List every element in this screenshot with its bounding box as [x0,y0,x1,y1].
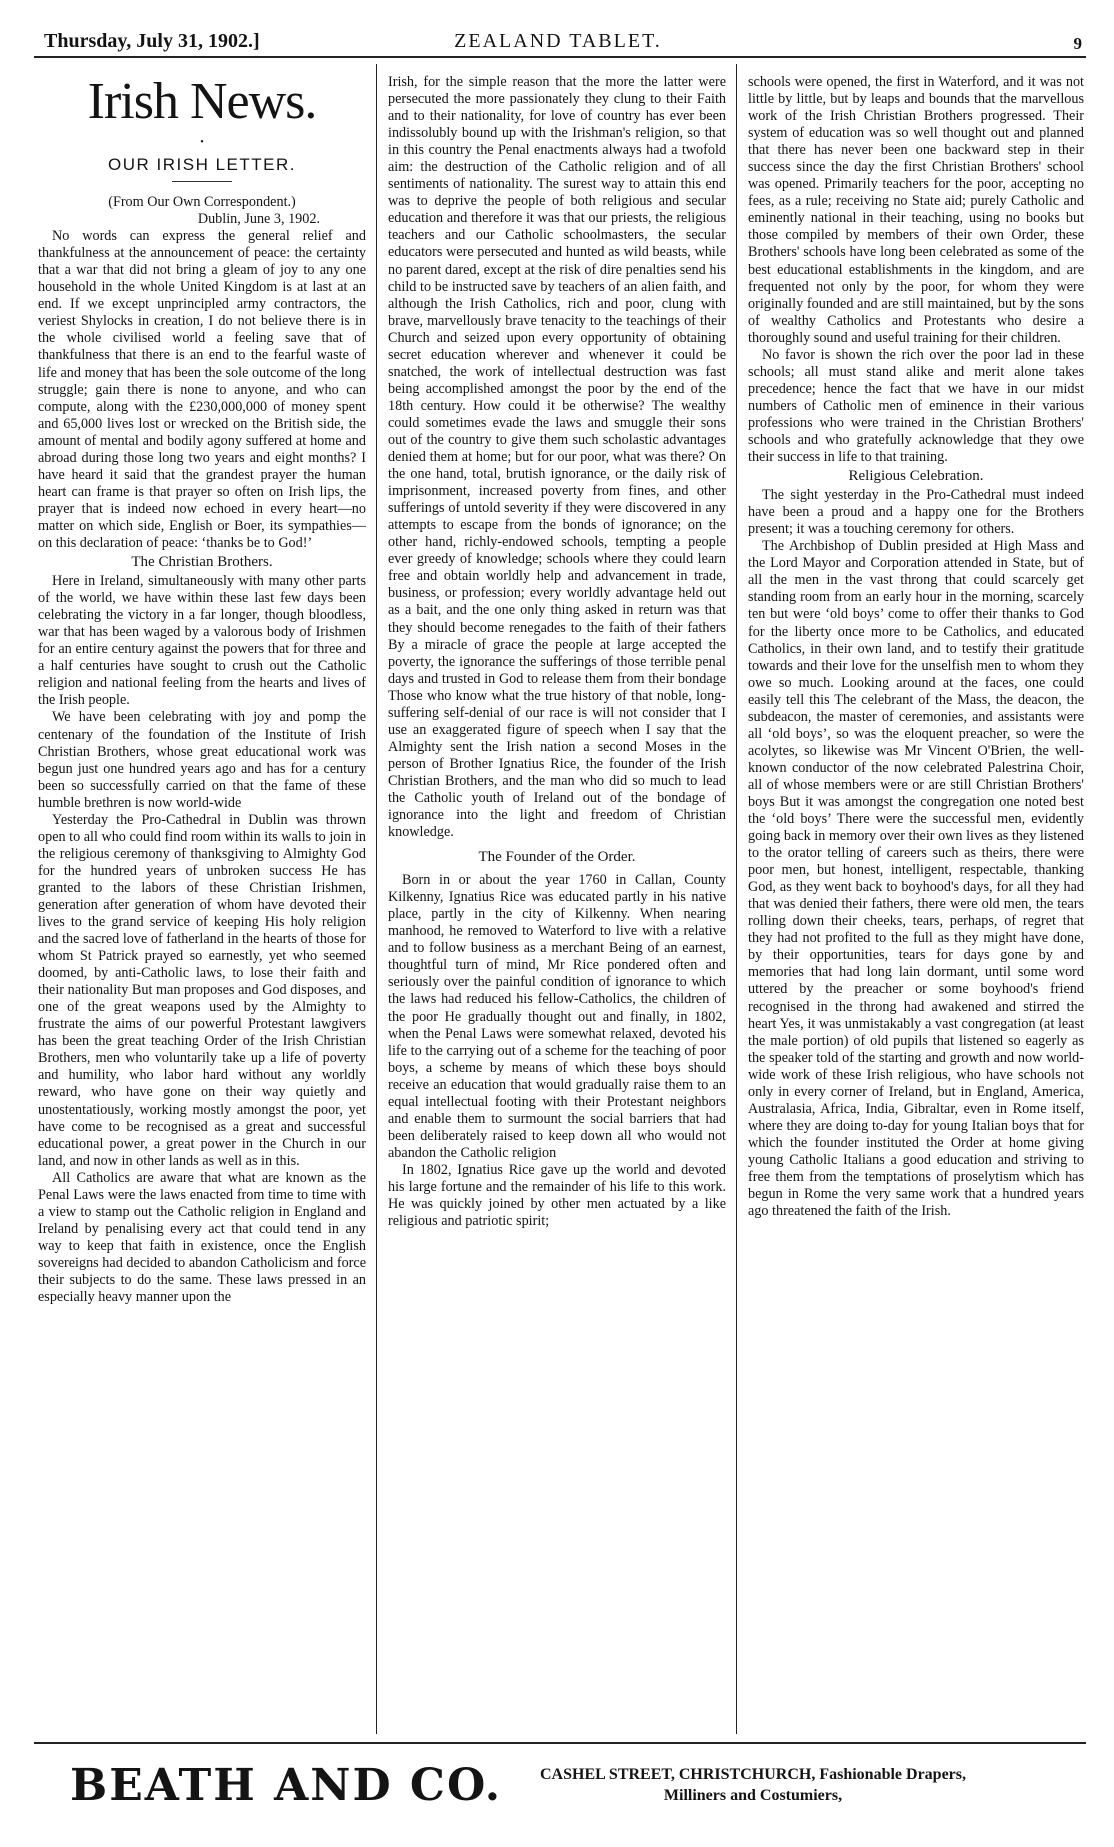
paragraph: Born in or about the year 1760 in Callan, County Kilkenny, Ignatius Rice was educated partly in his native place, partly in the city of Kilkenny. When nearing manhood, he removed to Waterford to live with a relative and to follow business as a merchant Being of an earnest, thoughtful turn of mind, Mr Rice pondered often and seriously over the painful condition of ignorance to which the laws had reduced his fellow-Catholics, the children of the poor He gradually thought out and finally, in 1802, when the Penal Laws were somewhat relaxed, devoted his life to the carrying out of a scheme for the teaching of poor boys, a scheme by means of which these boys should receive an education that would gradually raise them to an equal intellectual footing with their Protestant neighbors and enable them to surmount the social barriers that had been deliberately raised to keep down all who would not abandon the Catholic religion [388,872,726,1161]
column-1 [38,74,366,1730]
footer-rule [34,1742,1086,1744]
paragraph: No favor is shown the rich over the poor lad in these schools; all must stand alike and merit alone takes precedence; hence the fact that we have in our midst numbers of Catholic men of eminence in their various professions who were trained in the Christian Brothers' schools and who gratefully acknowledge that they owe their success in life to that training. [748,346,1084,466]
paragraph: Yesterday the Pro-Cathedral in Dublin was thrown open to all who could find room within its walls to join in the religious ceremony of thanksgiving to Almighty God for the hundred years of unbroken success He has granted to the labors of these Christian Irishmen, generation after generation of whom have devoted their lives to the grand service of keeping His holy religion and the sacred love of fatherland in the hearts of those for whom St Patrick prayed so earnestly, yet who seemed doomed, by anti-Catholic laws, to lose their faith and their nationality But man proposes and God disposes, and one of the great weapons used by the Almighty to frustrate the aims of our powerful Protestant lawgivers has been the great teaching Order of the Irish Christian Brothers, men who voluntarily take up a life of poverty and humility, who labor hard without any worldly reward, who have gone on their way quietly and unostentatiously, working mostly amongst the poor, yet have come to be recognised as a great and successful educational power, a great power in the Church in our land, and now in other lands as well as in this. [38,811,366,1169]
paragraph: We have been celebrating with joy and pomp the centenary of the foundation of the Institute of Irish Christian Brothers, whose great educational work was begun just one hundred years ago and has for a century been so successfully carried on that the fame of these humble brethren is now world-wide [38,709,366,811]
subheading: Religious Celebration. [848,468,984,485]
subheading: The Christian Brothers. [131,554,273,571]
paragraph: schools were opened, the first in Waterford, and it was not little by little, but by leaps and bounds that the marvellous work of the Irish Christian Brothers progressed. Their system of education was so well thought out and planned that there has never been one backward step in their success since the day the first Christian Brothers' school was opened. Primarily teachers for the poor, accepting no fees, as a rule; receiving no State aid; purely Catholic and eminently national in their teaching, using no books but those compiled by members of their own Order, these Brothers' schools have long been celebrated as some of the best educational establishments in the kingdom, and are frequented not only by the poor, for whom they were originally founded and are still maintained, but by the sons of wealthy Catholics and Protestants who desire a thoroughly sound and useful training for their children. [748,74,1084,346]
title-ornament: • [200,137,204,148]
advertiser-name: BEATH AND CO. [70,1760,503,1811]
byline: (From Our Own Correspondent.) [108,194,296,211]
subheading: The Founder of the Order. [478,849,636,866]
masthead: ZEALAND TABLET. [454,30,662,52]
paragraph: In 1802, Ignatius Rice gave up the world and devoted his large fortune and the remainder of his life to this work. He was quickly joined by other men actuated by a like religious and patriotic spirit; [388,1161,726,1230]
paragraph: Here in Ireland, simultaneously with many other parts of the world, we have within these last few days been celebrating the victory in a far longer, though bloodless, war that has been waged by a valorous body of Irishmen for an entire century against the powers that for three and a half centuries have sought to crush out the Catholic religion and national feeling from the hearts and lives of the Irish people. [38,573,366,709]
header-rule [34,56,1086,58]
page-number: 9 [1073,34,1082,53]
paragraph: No words can express the general relief and thankfulness at the announcement of peace: the certainty that a war that did not bring a gleam of joy to any one household in the whole United Kingdom is at last at an end. If we except unprincipled army contractors, the veriest Shylocks in creation, I do not believe there is in the whole civilised world a feeling save that of thankfulness that there is an end to the fearful waste of life and money that has been the sole outcome of the long struggle; gain there is none to anyone, and who can compute, along with the £230,000,000 of money spent and 65,000 lives lost or wrecked on the British side, the amount of mental and bodily agony suffered at home and abroad during those long two years and eight months? I have heard it said that the grandest prayer the human heart can frame is that prayer so often on Irish lips, the prayer that is indeed now echoed in every heart—no matter on which side, English or Boer, its sympathies—on this declaration of peace: ‘thanks be to God!’ [38,228,366,551]
title-divider [172,181,232,182]
dateline: Dublin, June 3, 1902. [197,211,320,228]
paragraph: All Catholics are aware that what are known as the Penal Laws were the laws enacted from time to time with a view to stamp out the Catholic religion in England and Ireland by penalising every act that could tend in any way to keep that faith in existence, once the English sovereigns had decided to abandon Catholicism and force their subjects to do the same. These laws pressed in an especially heavy manner upon the [38,1169,366,1306]
address-line: Milliners and Costumiers, [663,1787,843,1804]
page-header [34,28,1082,58]
column-rule-1 [376,64,377,1734]
article-title: OUR IRISH LETTER. [108,155,296,174]
paragraph: The Archbishop of Dublin presided at High Mass and the Lord Mayor and Corporation attended in State, but of all the men in the vast throng that could scarcely get standing room from an early hour in the morning, scarcely ten but were ‘old boys’ come to offer their thanks to God for the liberty once more to be Catholics, and educated Catholics, in their own land, and to testify their gratitude towards and their love for the unselfish men to whom they owe so much. Looking around at the faces, one could easily tell this The celebrant of the Mass, the deacon, the subdeacon, the master of ceremonies, and assistants were all ‘old boys’, so was the eloquent preacher, so were the acolytes, so likewise was Mr Vincent O'Brien, the well-known conductor of the now celebrated Palestrina Choir, all of whose members were or are still Christian Brothers' boys But it was amongst the congregation one noted best the ‘old boys’ There were the successful men, evidently going back in memory over their own lives as they listened to the orator telling of careers such as theirs, there were poor men, but honest, intelligent, respectable, thanking God, as they went back to boyhood's days, for all they had that was denied their fathers, there were old men, the tears rolling down their cheeks, tears, perhaps, of regret that they had not profited to the full as they might have done, by their opportunities, tears for days gone by and memories that had long lain dormant, until some word uttered by the preacher or some boyhood's friend recognised in the throng had awakened and stirred the heart Yes, it was unmistakably a vast congregation (at least the male portion) of old pupils that listened so eagerly as the speaker told of the starting and growth and now world-wide work of these Irish religious, who have schools not only in every corner of Ireland, but in England, America, Australasia, Africa, India, Gibraltar, even in Rome itself, where they are doing to-day for young Italian boys that for which the founder instituted the Order at home giving young Catholic Italians a good education and striving to free them from the temptations of proselytism which has begun in Rome the very same work that a hundred years ago threatened the faith of the Irish. [748,538,1084,1220]
advertisement [70,1752,1090,1832]
paragraph: Irish, for the simple reason that the more the latter were persecuted the more passionately they clung to their Faith and to their nationality, for love of country has ever been indissolubly bound up with the Irishman's religion, so that in this country the Penal enactments always had a twofold aim: the destruction of the Catholic religion and of all sentiments of nationality. The surest way to attain this end was to deprive the people of both religious and secular education and therefore it was that our priests, the religious teachers and our Catholic schoolmasters, the secular educators were persecuted and hunted as wild beasts, while no parent dared, except at the risk of dire penalties send his child to be instructed save by teachers of an alien faith, and although the Irish Catholics, rich and poor, clung with brave, marvellously brave tenacity to the teachings of their Church and seized upon every opportunity of obtaining secret education wherever and whenever it could be snatched, the work of intellectual destruction was fast being accomplished amongst the poor by the end of the 18th century. How could it be otherwise? The wealthy could sometimes evade the laws and smuggle their sons out of the country to give them such scholastic advantages denied them at home; but for our poor, what was there? On the one hand, total, brutish ignorance, or the daily risk of imprisonment, increased poverty from fines, and other sufferings of untold severity if they were discovered in any attempts to escape from the bonds of ignorance; on the other hand, richly-endowed schools, tempting a people ever greedy of knowledge; schools where they could learn free and obtain worldly help and advancement in trade, business, or profession; every worldly advantage held out as a bait, and the one only thing asked in return was that they should become renegades to the faith of their fathers By a miracle of grace the people at large accepted the poverty, the ignorance the sufferings of those terrible penal days and trusted in God to release them from their bondage Those who know what the true history of that noble, long-suffering self-denial of our race is will not consider that I use an exaggerated figure of speech when I say that the Almighty sent the Irish nation a second Moses in the person of Brother Ignatius Rice, the founder of the Irish Christian Brothers, and the man who did so much to lead the Catholic youth of Ireland out of the bondage of ignorance into the light and freedom of Christian knowledge. [388,74,726,841]
section-title: Irish News. [87,74,317,130]
paragraph: The sight yesterday in the Pro-Cathedral must indeed have been a proud and a happy one for the Brothers present; it was a touching ceremony for others. [748,487,1084,538]
advertiser-address [518,1764,988,1806]
column-3 [748,74,1084,1730]
issue-date: Thursday, July 31, 1902.] [44,30,260,52]
address-line: CASHEL STREET, CHRISTCHURCH, Fashionable Drapers, [540,1766,966,1783]
column-rule-2 [736,64,737,1734]
column-2 [388,74,726,1730]
